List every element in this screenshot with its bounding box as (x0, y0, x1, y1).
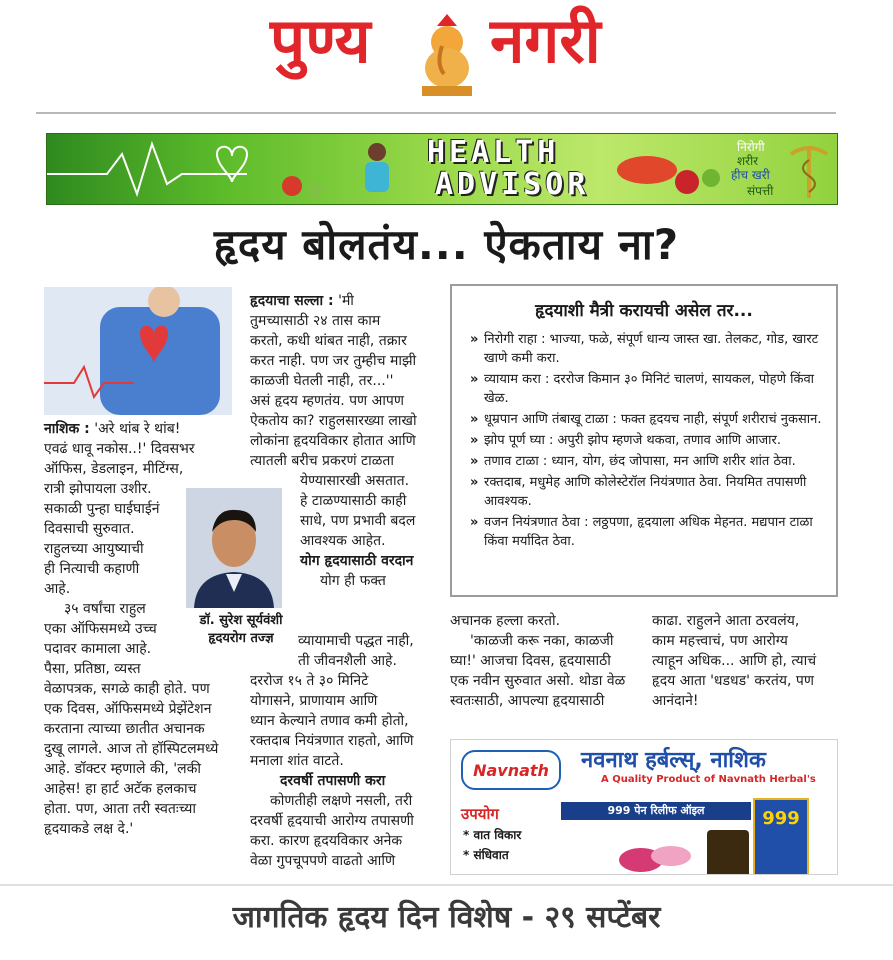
tips-list (470, 330, 832, 553)
column-2-bottom (250, 671, 436, 871)
column-4 (652, 611, 838, 711)
masthead-title-right: नगरी (490, 4, 601, 77)
banner-tag-3: हीच खरी (731, 168, 770, 182)
doctor-caption (186, 612, 296, 648)
masthead-divider (36, 112, 836, 114)
col2-text: 'मी (333, 293, 354, 309)
col2-line: तुमच्यासाठी २४ तास काम (250, 313, 381, 329)
subhead-yoga: योग हृदयासाठी वरदान (300, 553, 414, 569)
tip-item: » तणाव टाळा : ध्यान, योग, छंद जोपासा, मन आणि शरीर शांत ठेवा. (470, 452, 832, 471)
subhead-heart-advice: हृदयाचा सल्ला : (250, 293, 334, 309)
col2-line: दररोज १५ ते ३० मिनिटे (250, 673, 369, 689)
col1-line: हृदयाकडे लक्ष दे.' (44, 821, 134, 837)
col2-line: ती जीवनशैली आहे. (298, 653, 397, 669)
navnath-herbals-ad[interactable] (450, 739, 838, 875)
col2-line: योग ही फक्त (320, 573, 386, 589)
article-headline: हृदय बोलतंय... ऐकताय ना? (213, 220, 680, 269)
col4-line: काढा. राहुलने आता ठरवलंय, (652, 613, 800, 629)
col1-line: वेळापत्रक, सगळे काही होते. पण (44, 681, 210, 697)
col2-line: साधे, पण प्रभावी बदल (300, 513, 416, 529)
col2-line: करतो, कधी थांबत नाही, तक्रार (250, 333, 407, 349)
doctor-title: हृदयरोग तज्ज्ञ (208, 631, 274, 646)
banner-title-health: HEALTH (427, 135, 560, 170)
col2-line: रक्तदाब नियंत्रणात राहतो, आणि (250, 733, 414, 749)
banner-tag-1: निरोगी (737, 140, 765, 154)
col2-line: दरवर्षी हृदयाची आरोग्य तपासणी (250, 813, 414, 829)
col2-line: हे टाळण्यासाठी काही (300, 493, 407, 509)
col1-line: करताना त्याच्या छातीत अचानक (44, 721, 205, 737)
col1-line: ऑफिस, डेडलाइन, मीटिंग्स, (44, 461, 184, 477)
doctor-photo (186, 488, 282, 608)
column-2-top (250, 291, 436, 471)
footer-caption: जागतिक हृदय दिन विशेष - २९ सप्टेंबर (232, 900, 661, 935)
heart-pain-photo (44, 287, 232, 415)
ad-uses-title: उपयोग (461, 805, 499, 823)
col2-line: करा. कारण हृदयविकार अनेक (250, 833, 403, 849)
tip-item: » व्यायाम करा : दररोज किमान ३० मिनिटं चालणं, सायकल, पोहणे किंवा खेळ. (470, 370, 832, 408)
banner-tag-2: शरीर (737, 154, 759, 168)
col1-line: दिवसाची सुरुवात. (44, 521, 135, 537)
caduceus-icon (787, 140, 831, 200)
col3-line: अचानक हल्ला करतो. (450, 613, 561, 629)
tips-box-title: हृदयाशी मैत्री करायची असेल तर... (535, 301, 753, 321)
ad-oil-label: 999 पेन रिलीफ ऑइल (561, 802, 751, 820)
col1-text: 'अरे थांब रे थांब! (89, 421, 181, 437)
navnath-logo: Navnath (461, 750, 561, 790)
tip-item: » धूम्रपान आणि तंबाखू टाळा : फक्त हृदयच नाही, संपूर्ण शरीराचं नुकसान. (470, 410, 832, 429)
footer-divider (0, 884, 893, 886)
col2-line: योगासने, प्राणायाम आणि (250, 693, 378, 709)
col2-line: लोकांना हृदयविकार होतात आणि (250, 433, 416, 449)
heart-tips-box (450, 284, 838, 597)
tip-item: » वजन नियंत्रणात ठेवा : लठ्ठपणा, हृदयाला अधिक मेहनत. मद्यपान टाळा किंवा मर्यादित ठेवा. (470, 513, 832, 551)
ad-use-item: * संधिवात (463, 848, 509, 862)
col3-line: 'काळजी करू नका, काळजी (470, 633, 614, 649)
doctor-portrait (186, 488, 282, 608)
doctor-name: डॉ. सुरेश सूर्यवंशी (199, 613, 283, 628)
col3-line: स्वतःसाठी, आपल्या हृदयासाठी (450, 693, 605, 709)
col1-line: होता. पण, आता तरी स्वतःच्या (44, 801, 197, 817)
chest-pain-illustration (44, 287, 232, 415)
col1-line: पैसा, प्रतिष्ठा, व्यस्त (44, 661, 141, 677)
col1-line: एका ऑफिसमध्ये उच्च (44, 621, 157, 637)
col1-line: पदावर कामाला आहे. (44, 641, 152, 657)
tip-item: » रक्तदाब, मधुमेह आणि कोलेस्टेरॉल नियंत्रणात ठेवा. नियमित तपासणी आवश्यक. (470, 473, 832, 511)
masthead (0, 0, 893, 112)
col1-line: आहेस! हा हार्ट अटॅक हलकाच (44, 781, 197, 797)
col4-line: आनंदाने! (652, 693, 699, 709)
ad-use-item: * वात विकार (463, 828, 522, 842)
product-box: 999 (753, 798, 809, 875)
health-advisor-banner (46, 133, 838, 205)
col1-line: एवढं धावू नकोस..!' दिवसभर (44, 441, 195, 457)
capsules-icon (611, 836, 701, 875)
col2-line: वेळा गुपचूपपणे वाढतो आणि (250, 853, 396, 869)
ad-subtitle: A Quality Product of Navnath Herbal's (601, 774, 816, 785)
masthead-title-left: पुण्य (270, 4, 371, 77)
banner-tag-4: संपत्ती (747, 184, 774, 198)
col4-line: हृदय आता 'धडधड' करतंय, पण (652, 673, 814, 689)
col4-line: त्याहून अधिक... आणि हो, त्याचं (652, 653, 817, 669)
col1-line (44, 419, 232, 439)
ad-brand: नवनाथ हर्बल्स्, नाशिक (581, 748, 766, 773)
col2-line: ध्यान केल्याने तणाव कमी होतो, (250, 713, 409, 729)
column-2-lower (298, 631, 436, 671)
subhead-annual-checkup: दरवर्षी तपासणी करा (280, 773, 386, 789)
col1-line: ही नित्याची कहाणी (44, 561, 140, 577)
col4-line: काम महत्त्वाचं, पण आरोग्य (652, 633, 788, 649)
col2-line: करत नाही. पण जर तुम्हीच माझी (250, 353, 417, 369)
col1-line: दुखू लागले. आज तो हॉस्पिटलमध्ये (44, 741, 219, 757)
tip-item: » झोप पूर्ण घ्या : अपुरी झोप म्हणजे थकवा, तणाव आणि आजार. (470, 431, 832, 450)
oil-bottle-icon (707, 830, 749, 875)
col1-line: एक दिवस, ऑफिसमध्ये प्रेझेंटेशन (44, 701, 212, 717)
col3-line: एक नवीन सुरुवात असो. थोडा वेळ (450, 673, 626, 689)
col1-line: आहे. डॉक्टर म्हणाले की, 'लकी (44, 761, 201, 777)
col2-line: कोणतीही लक्षणे नसली, तरी (270, 793, 413, 809)
banner-title-advisor: ADVISOR (435, 167, 590, 202)
col2-line: आवश्यक आहेत. (300, 533, 386, 549)
fruits-icon (607, 140, 727, 202)
col1-line: रात्री झोपायला उशीर. (44, 481, 152, 497)
col2-line: ऐकतोय का? राहुलसारख्या लाखो (250, 413, 417, 429)
col2-line: व्यायामाची पद्धत नाही, (298, 633, 414, 649)
col2-line (250, 291, 436, 311)
col1-line: सकाळी पुन्हा घाईघाईनं (44, 501, 160, 517)
col1-line: आहे. (44, 581, 71, 597)
column-2-mid (300, 471, 436, 591)
tip-item: » निरोगी राहा : भाज्या, फळे, संपूर्ण धान्य जास्त खा. तेलकट, गोड, खारट खाणे कमी करा. (470, 330, 832, 368)
banner-graphics (47, 134, 427, 205)
col2-line: त्यातली बरीच प्रकरणं टाळता (250, 453, 394, 469)
col3-line: घ्या!' आजचा दिवस, हृदयासाठी (450, 653, 611, 669)
col2-line: असं हृदय म्हणतंय. पण आपण (250, 393, 405, 409)
col1-line: ३५ वर्षांचा राहुल (64, 601, 146, 617)
col1-line: राहुलच्या आयुष्याची (44, 541, 144, 557)
column-3 (450, 611, 636, 711)
col2-line: काळजी घेतली नाही, तर...'' (250, 373, 394, 389)
col2-line: येण्यासारखी असतात. (300, 473, 410, 489)
ganesha-logo-icon (412, 12, 482, 98)
dateline: नाशिक : (44, 421, 90, 437)
col2-line: मनाला शांत वाटते. (250, 753, 344, 769)
